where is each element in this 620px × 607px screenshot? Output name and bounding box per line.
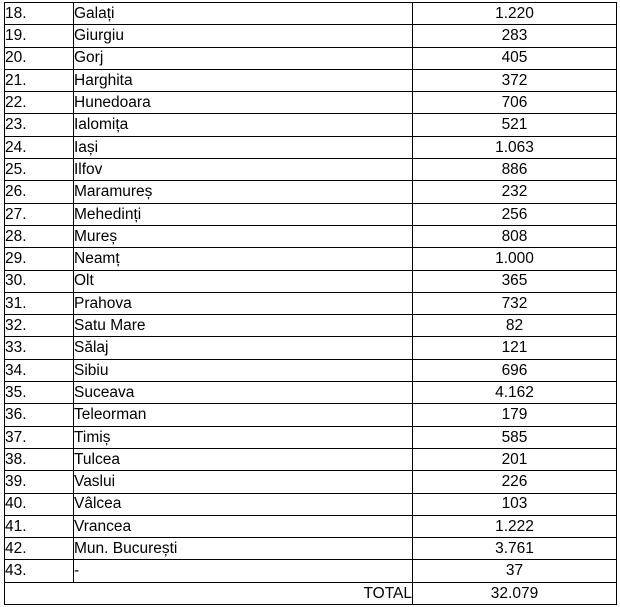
row-index-cell: 42. [5, 538, 74, 560]
count-value-cell: 256 [413, 203, 617, 225]
county-name-cell: Sălaj [74, 337, 413, 359]
table-container [4, 2, 616, 605]
table-total-row [5, 582, 617, 604]
count-value-cell: 232 [413, 181, 617, 203]
count-value-cell: 732 [413, 292, 617, 314]
table-row [5, 315, 617, 337]
row-index-cell: 41. [5, 515, 74, 537]
count-value-cell: 1.222 [413, 515, 617, 537]
count-value-cell: 808 [413, 225, 617, 247]
table-body [5, 3, 617, 605]
row-index-cell: 31. [5, 292, 74, 314]
table-row [5, 538, 617, 560]
county-name-cell: Harghita [74, 69, 413, 91]
count-value-cell: 4.162 [413, 382, 617, 404]
table-row [5, 359, 617, 381]
row-index-cell: 36. [5, 404, 74, 426]
count-value-cell: 283 [413, 25, 617, 47]
county-name-cell: Giurgiu [74, 25, 413, 47]
table-row [5, 560, 617, 582]
row-index-cell: 33. [5, 337, 74, 359]
county-name-cell: Vaslui [74, 471, 413, 493]
count-value-cell: 82 [413, 315, 617, 337]
row-index-cell: 26. [5, 181, 74, 203]
table-row [5, 47, 617, 69]
county-name-cell: Ilfov [74, 159, 413, 181]
row-index-cell: 29. [5, 248, 74, 270]
table-row [5, 69, 617, 91]
row-index-cell: 37. [5, 426, 74, 448]
table-row [5, 471, 617, 493]
row-index-cell: 34. [5, 359, 74, 381]
table-row [5, 136, 617, 158]
county-name-cell: Iași [74, 136, 413, 158]
count-value-cell: 706 [413, 92, 617, 114]
row-index-cell: 28. [5, 225, 74, 247]
count-value-cell: 1.000 [413, 248, 617, 270]
table-row [5, 3, 617, 25]
row-index-cell: 19. [5, 25, 74, 47]
row-index-cell: 22. [5, 92, 74, 114]
table-row [5, 25, 617, 47]
county-name-cell: Timiș [74, 426, 413, 448]
row-index-cell: 20. [5, 47, 74, 69]
count-value-cell: 201 [413, 448, 617, 470]
row-index-cell: 32. [5, 315, 74, 337]
table-row [5, 159, 617, 181]
county-name-cell: Maramureș [74, 181, 413, 203]
county-name-cell: Galați [74, 3, 413, 25]
row-index-cell: 43. [5, 560, 74, 582]
table-row [5, 203, 617, 225]
row-index-cell: 39. [5, 471, 74, 493]
county-name-cell: Mureș [74, 225, 413, 247]
total-value-cell: 32.079 [413, 582, 617, 604]
table-row [5, 248, 617, 270]
count-value-cell: 179 [413, 404, 617, 426]
table-row [5, 404, 617, 426]
table-row [5, 448, 617, 470]
count-value-cell: 405 [413, 47, 617, 69]
count-value-cell: 886 [413, 159, 617, 181]
county-counts-table [4, 2, 617, 605]
count-value-cell: 521 [413, 114, 617, 136]
county-name-cell: Mun. București [74, 538, 413, 560]
table-row [5, 493, 617, 515]
row-index-cell: 27. [5, 203, 74, 225]
county-name-cell: Mehedinți [74, 203, 413, 225]
row-index-cell: 25. [5, 159, 74, 181]
table-row [5, 382, 617, 404]
row-index-cell: 21. [5, 69, 74, 91]
row-index-cell: 24. [5, 136, 74, 158]
county-name-cell: Teleorman [74, 404, 413, 426]
row-index-cell: 23. [5, 114, 74, 136]
count-value-cell: 365 [413, 270, 617, 292]
count-value-cell: 103 [413, 493, 617, 515]
county-name-cell: Tulcea [74, 448, 413, 470]
table-row [5, 181, 617, 203]
county-name-cell: Sibiu [74, 359, 413, 381]
table-row [5, 92, 617, 114]
count-value-cell: 121 [413, 337, 617, 359]
total-label-cell: TOTAL [5, 582, 413, 604]
count-value-cell: 585 [413, 426, 617, 448]
table-row [5, 225, 617, 247]
table-row [5, 292, 617, 314]
table-row [5, 337, 617, 359]
county-name-cell: Vrancea [74, 515, 413, 537]
county-name-cell: Vâlcea [74, 493, 413, 515]
county-name-cell: Hunedoara [74, 92, 413, 114]
county-name-cell: Suceava [74, 382, 413, 404]
county-name-cell: - [74, 560, 413, 582]
table-row [5, 114, 617, 136]
count-value-cell: 1.063 [413, 136, 617, 158]
table-row [5, 426, 617, 448]
row-index-cell: 30. [5, 270, 74, 292]
row-index-cell: 18. [5, 3, 74, 25]
row-index-cell: 38. [5, 448, 74, 470]
count-value-cell: 1.220 [413, 3, 617, 25]
table-row [5, 270, 617, 292]
count-value-cell: 372 [413, 69, 617, 91]
count-value-cell: 226 [413, 471, 617, 493]
county-name-cell: Gorj [74, 47, 413, 69]
table-row [5, 515, 617, 537]
county-name-cell: Satu Mare [74, 315, 413, 337]
county-name-cell: Neamț [74, 248, 413, 270]
row-index-cell: 40. [5, 493, 74, 515]
row-index-cell: 35. [5, 382, 74, 404]
count-value-cell: 696 [413, 359, 617, 381]
count-value-cell: 3.761 [413, 538, 617, 560]
county-name-cell: Ialomița [74, 114, 413, 136]
county-name-cell: Olt [74, 270, 413, 292]
count-value-cell: 37 [413, 560, 617, 582]
county-name-cell: Prahova [74, 292, 413, 314]
